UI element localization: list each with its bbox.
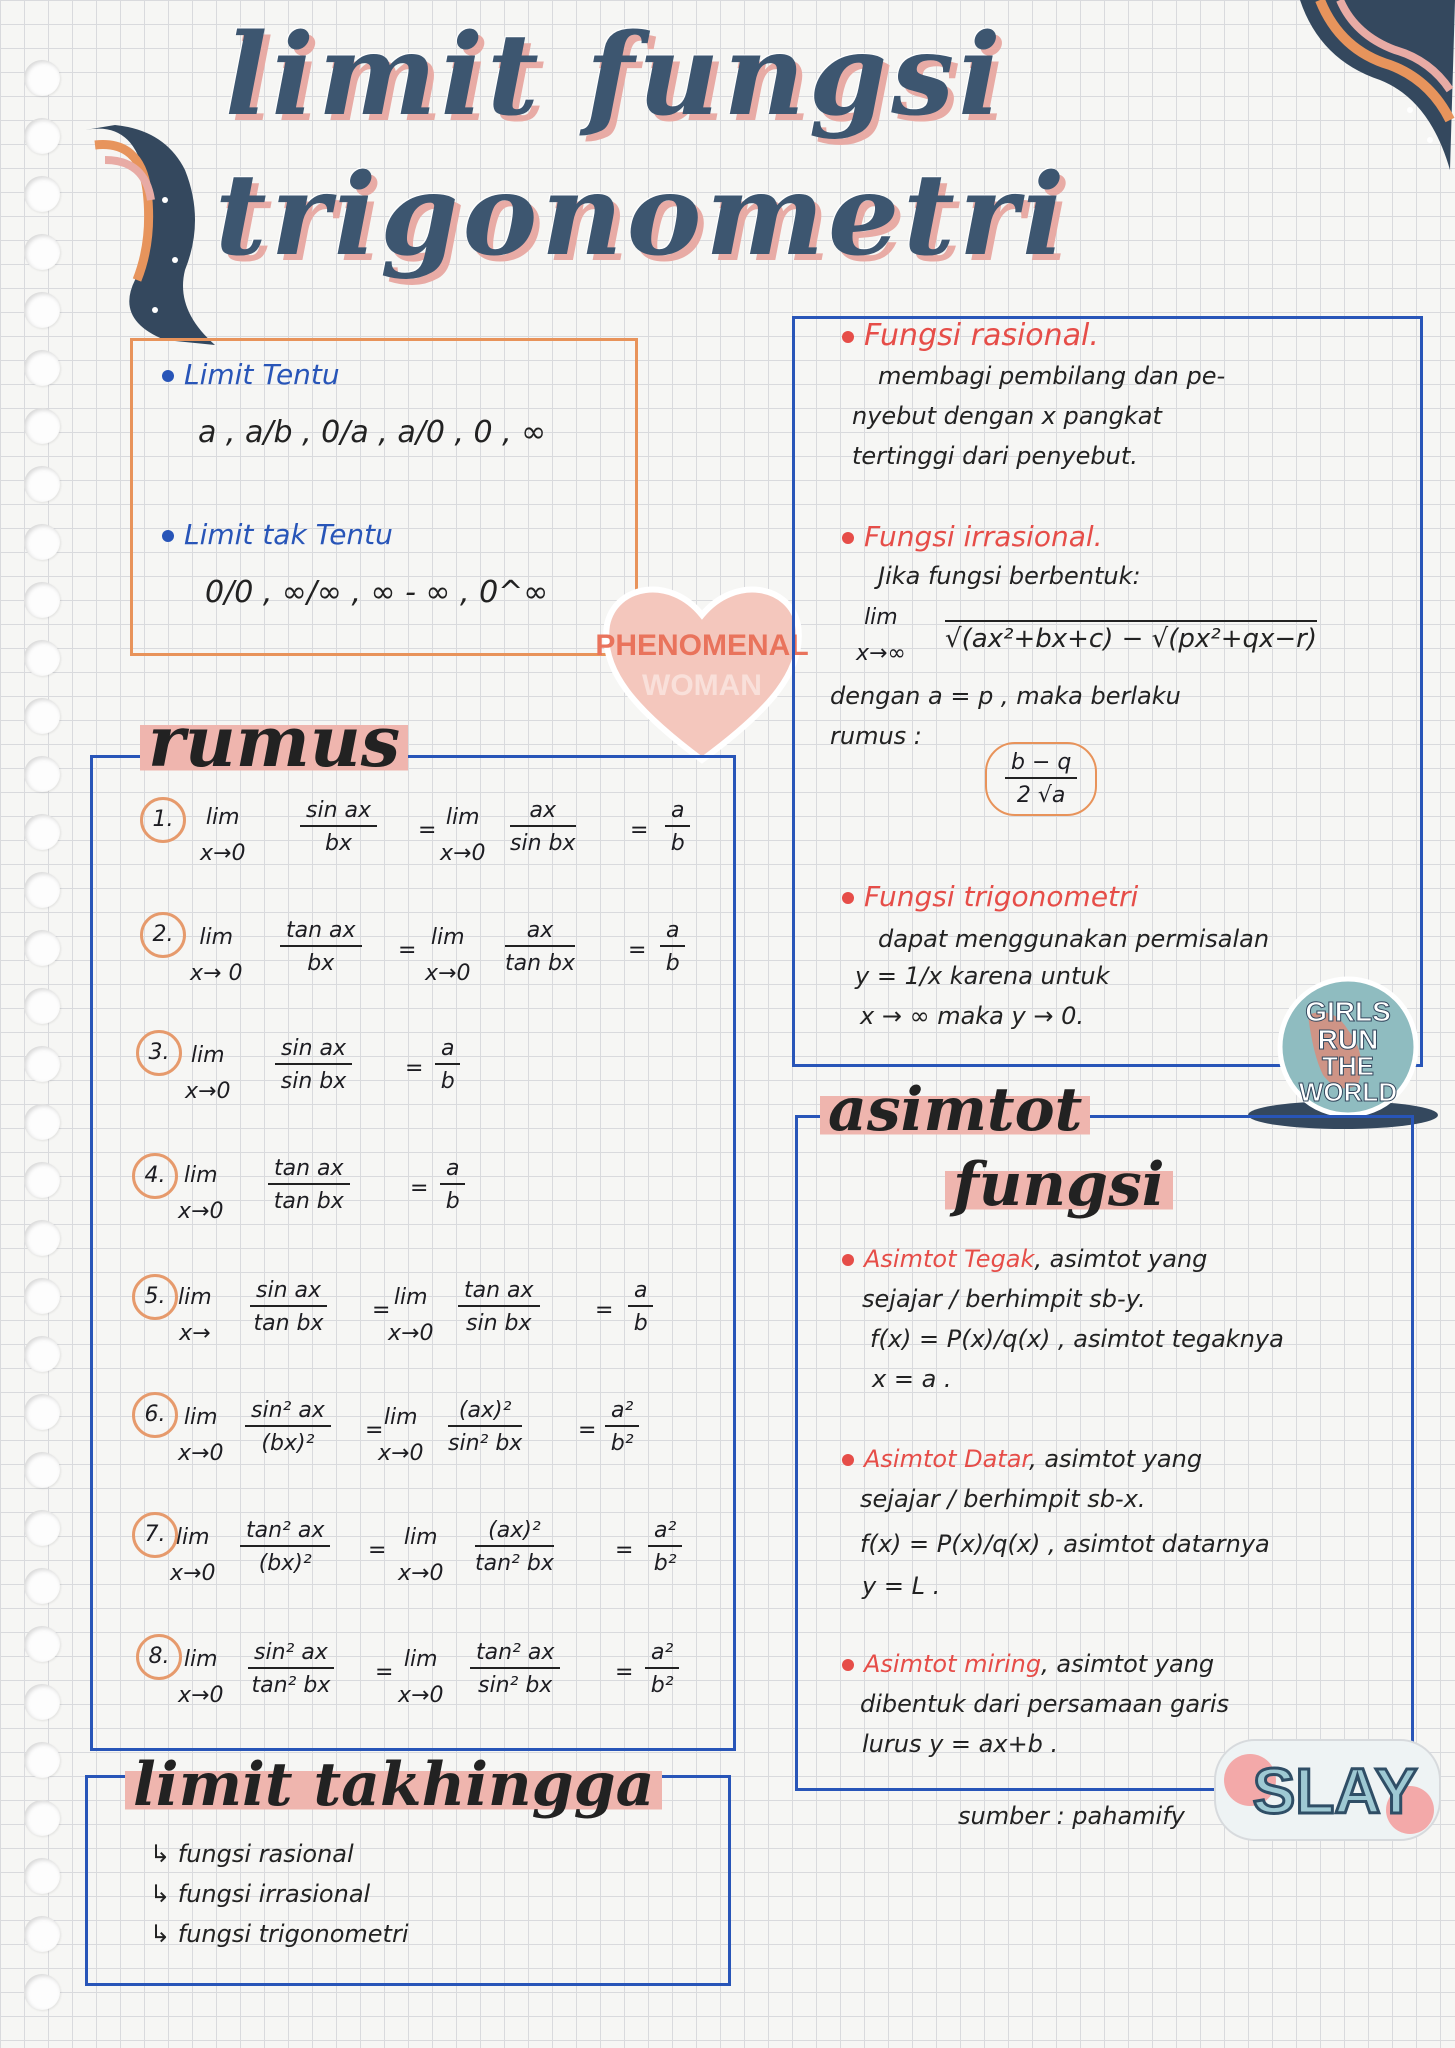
irrasional-expression: √(ax²+bx+c) − √(px²+qx−r) (945, 620, 1317, 654)
result-fraction: $\frac{\text{a²}}{\text{b²}}$ (645, 1640, 679, 1698)
result-fraction: $\frac{a}{b}$ (435, 1036, 460, 1094)
formula-number: 3. (136, 1030, 182, 1076)
binder-hole (24, 1800, 60, 1836)
lim-operator: lim x→0 (170, 1525, 216, 1586)
irrasional-result-fraction: $\frac{b - q}{2 √a}$ (985, 742, 1097, 816)
bullet-icon (842, 1254, 854, 1266)
limit-takhingga-item: ↳ fungsi trigonometri (150, 1920, 409, 1948)
binder-hole (24, 1394, 60, 1430)
fraction: $\frac{\text{sin² ax}}{\text{tan² bx}}$ (248, 1640, 334, 1698)
fungsi-irrasional-text: Jika fungsi berbentuk: (878, 562, 1141, 590)
binder-hole (24, 640, 60, 676)
bullet-icon (842, 1659, 854, 1671)
fungsi-rasional-text: nyebut dengan x pangkat (852, 402, 1162, 430)
run-text: RUN (1317, 1024, 1379, 1055)
limit-takhingga-item: ↳ fungsi irrasional (150, 1880, 371, 1908)
binder-hole (24, 1278, 60, 1314)
limit-takhingga-item: ↳ fungsi rasional (150, 1840, 354, 1868)
wave-decoration-left (75, 120, 235, 350)
world-text: WORLD (1298, 1077, 1398, 1107)
lim-operator: lim x→0 (178, 1405, 224, 1466)
result-fraction: $\frac{a}{b}$ (440, 1156, 465, 1214)
girls-text: GIRLS (1305, 996, 1391, 1027)
binder-hole (24, 1568, 60, 1604)
formula-number: 7. (132, 1512, 178, 1558)
lim-operator: lim x→0 (398, 1525, 444, 1586)
asimtot-datar-text: y = L . (862, 1572, 941, 1600)
fungsi-trigonometri-text: dapat menggunakan permisalan (878, 925, 1270, 953)
equals-sign: = (375, 1660, 394, 1685)
fraction: $\frac{\text{sin ax}}{\text{tan bx}}$ (250, 1278, 327, 1336)
result-fraction: $\frac{\text{a²}}{\text{b²}}$ (605, 1398, 639, 1456)
asimtot-tegak: Asimtot Tegak, asimtot yang (842, 1245, 1207, 1273)
asimtot-tegak-text: f(x) = P(x)/q(x) , asimtot tegaknya (870, 1325, 1284, 1353)
formula-number: 2. (140, 912, 186, 958)
result-fraction: $\frac{a}{b}$ (660, 918, 685, 976)
woman-text: WOMAN (642, 669, 762, 702)
asimtot-datar: Asimtot Datar, asimtot yang (842, 1445, 1202, 1473)
formula-number: 6. (132, 1392, 178, 1438)
binder-hole (24, 872, 60, 908)
binder-hole (24, 1162, 60, 1198)
lim-operator: lim x→∞ (856, 605, 906, 666)
equals-sign: = (418, 818, 437, 843)
bullet-icon (842, 892, 854, 904)
binder-hole (24, 234, 60, 270)
equals-sign: = (368, 1538, 387, 1563)
equals-sign: = (628, 938, 647, 963)
equals-sign: = (405, 1056, 424, 1081)
bullet-icon (162, 530, 174, 542)
lim-operator: lim x→0 (178, 1647, 224, 1708)
asimtot-tegak-text: sejajar / berhimpit sb-y. (862, 1285, 1146, 1313)
equals-sign: = (615, 1660, 634, 1685)
result-fraction: $\frac{a}{b}$ (628, 1278, 653, 1336)
fungsi-irrasional-text: dengan a = p , maka berlaku (830, 682, 1181, 710)
result-fraction: $\frac{\text{a²}}{\text{b²}}$ (648, 1518, 682, 1576)
lim-operator: lim x→0 (440, 805, 486, 866)
asimtot-datar-text: sejajar / berhimpit sb-x. (860, 1485, 1146, 1513)
lim-operator: lim x→0 (388, 1285, 434, 1346)
binder-hole (24, 1220, 60, 1256)
fraction: $\frac{\text{tan² ax}}{\text{sin² bx}}$ (470, 1640, 560, 1698)
binder-hole (24, 292, 60, 328)
girls-run-the-world-sticker (1238, 975, 1448, 1135)
binder-hole (24, 1104, 60, 1140)
lim-operator: lim x→0 (178, 1163, 224, 1224)
rumus-heading: rumus (140, 700, 408, 783)
binder-hole (24, 350, 60, 386)
binder-hole (24, 698, 60, 734)
fungsi-irrasional-heading: Fungsi irrasional. (842, 520, 1103, 553)
binder-hole (24, 582, 60, 618)
phenomenal-text: PHENOMENAL (595, 629, 809, 662)
binder-hole (24, 1452, 60, 1488)
equals-sign: = (365, 1418, 384, 1443)
equals-sign: = (615, 1538, 634, 1563)
binder-hole (24, 1046, 60, 1082)
binder-hole (24, 60, 60, 96)
binder-hole (24, 1916, 60, 1952)
source-text: sumber : pahamify (958, 1802, 1185, 1830)
result-fraction: $\frac{a}{b}$ (665, 798, 690, 856)
lim-operator: lim x→0 (200, 805, 246, 866)
lim-operator: lim x→0 (398, 1647, 444, 1708)
limit-tentu-forms: a , a/b , 0/a , a/0 , 0 , ∞ (198, 415, 547, 450)
rumus-box (90, 755, 736, 1751)
fraction: $\frac{\text{tan ax}}{bx}$ (280, 918, 362, 976)
binder-hole (24, 1974, 60, 2010)
equals-sign: = (578, 1418, 597, 1443)
wave-decoration-right (1290, 0, 1455, 180)
formula-number: 4. (132, 1153, 178, 1199)
asimtot-miring-text: lurus y = ax+b . (862, 1730, 1059, 1758)
fraction: $\frac{\text{sin² ax}}{\text{(bx)²}}$ (245, 1398, 331, 1456)
fraction: $\frac{\text{sin ax}}{bx}$ (300, 798, 377, 856)
slay-text: SLAY (1252, 1755, 1418, 1827)
binder-hole (24, 930, 60, 966)
binder-hole (24, 814, 60, 850)
asimtot-miring-text: dibentuk dari persamaan garis (860, 1690, 1230, 1718)
equals-sign: = (595, 1298, 614, 1323)
formula-number: 1. (140, 797, 186, 843)
fraction: $\frac{\text{tan ax}}{\text{tan bx}}$ (268, 1156, 350, 1214)
limit-tentu-heading: Limit Tentu (162, 358, 340, 391)
formula-number: 8. (136, 1634, 182, 1680)
bullet-icon (162, 370, 174, 382)
asimtot-datar-text: f(x) = P(x)/q(x) , asimtot datarnya (860, 1530, 1270, 1558)
fraction: $\frac{\text{tan² ax}}{\text{(bx)²}}$ (240, 1518, 330, 1576)
binder-hole (24, 988, 60, 1024)
lim-operator: lim x→ (178, 1285, 212, 1346)
asimtot-miring: Asimtot miring, asimtot yang (842, 1650, 1214, 1678)
binder-hole (24, 1336, 60, 1372)
binder-hole (24, 466, 60, 502)
the-text: THE (1322, 1051, 1374, 1081)
asimtot-tegak-text: x = a . (872, 1365, 952, 1393)
lim-operator: lim x→ 0 (190, 925, 243, 986)
bullet-icon (842, 1454, 854, 1466)
binder-hole (24, 1626, 60, 1662)
formula-number: 5. (132, 1274, 178, 1320)
equals-sign: = (398, 938, 417, 963)
binder-hole (24, 1858, 60, 1894)
binder-hole (24, 756, 60, 792)
fraction: $\frac{\text{sin ax}}{\text{sin bx}}$ (275, 1036, 352, 1094)
binder-hole (24, 1742, 60, 1778)
binder-hole (24, 118, 60, 154)
fungsi-rasional-text: tertinggi dari penyebut. (852, 442, 1138, 470)
lim-operator: lim x→0 (378, 1405, 424, 1466)
bullet-icon (842, 331, 854, 343)
page-title-line1: limit fungsi (225, 10, 1005, 141)
fungsi-rasional-text: membagi pembilang dan pe- (878, 362, 1226, 390)
limit-tak-tentu-forms: 0/0 , ∞/∞ , ∞ - ∞ , 0^∞ (205, 575, 549, 610)
binder-hole (24, 1684, 60, 1720)
lim-operator: lim x→0 (425, 925, 471, 986)
fraction: $\frac{\text{(ax)²}}{\text{sin² bx}}$ (448, 1398, 523, 1456)
fraction: $\frac{ax}{\text{sin bx}}$ (510, 798, 576, 856)
equals-sign: = (630, 818, 649, 843)
binder-hole (24, 1510, 60, 1546)
asimtot-heading: asimtot (820, 1075, 1090, 1145)
equals-sign: = (410, 1176, 429, 1201)
fraction: $\frac{\text{(ax)²}}{\text{tan² bx}}$ (475, 1518, 554, 1576)
fraction: $\frac{\text{tan ax}}{\text{sin bx}}$ (458, 1278, 540, 1336)
fungsi-heading: fungsi (945, 1150, 1173, 1220)
fungsi-irrasional-text: rumus : (830, 722, 922, 750)
binder-hole (24, 408, 60, 444)
limit-tak-tentu-heading: Limit tak Tentu (162, 518, 393, 551)
fungsi-trigonometri-text: y = 1/x karena untuk (855, 962, 1110, 990)
fraction: $\frac{ax}{\text{tan bx}}$ (505, 918, 576, 976)
equals-sign: = (372, 1298, 391, 1323)
fungsi-trigonometri-text: x → ∞ maka y → 0. (860, 1002, 1084, 1030)
fungsi-trigonometri-heading: Fungsi trigonometri (842, 880, 1138, 913)
page-title-line2: trigonometri (215, 150, 1069, 281)
binder-hole (24, 524, 60, 560)
binder-hole (24, 176, 60, 212)
slay-sticker (1210, 1725, 1450, 1855)
fungsi-rasional-heading: Fungsi rasional. (842, 318, 1099, 353)
lim-operator: lim x→0 (185, 1043, 231, 1104)
phenomenal-woman-sticker (595, 570, 810, 770)
limit-takhingga-heading: limit takhingga (125, 1750, 662, 1820)
bullet-icon (842, 532, 854, 544)
